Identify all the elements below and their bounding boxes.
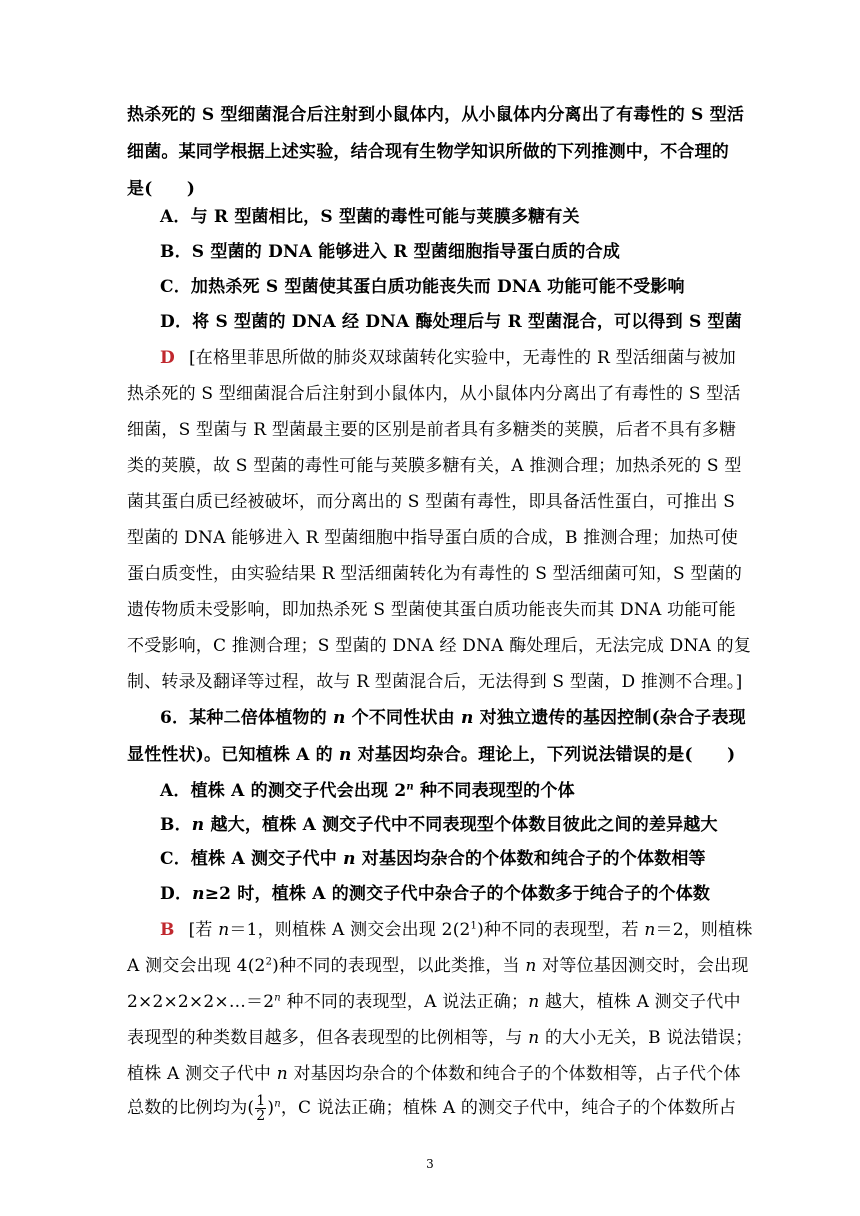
q6-stem-line: 6．某种二倍体植物的 n 个不同性状由 n 对独立遗传的基因控制(杂合子表现 [160, 708, 746, 728]
q6-option-b: B．n 越大，植株 A 测交子代中不同表现型个体数目彼此之间的差异越大 [160, 815, 718, 835]
q5-stem-line: 热杀死的 S 型细菌混合后注射到小鼠体内，从小鼠体内分离出了有毒性的 S 型活 [127, 105, 745, 125]
q5-answer: D [160, 348, 175, 368]
q6-explanation-line: 总数的比例均为( $\frac{1}{2}$ )$^n$，C 说法正确；植株 A 的测交子代中，纯合子的个体数所占 [127, 1093, 737, 1124]
q6-explanation-line: 植株 A 测交子代中 n 对基因均杂合的个体数和纯合子的个体数相等，占子代个体 [127, 1064, 741, 1084]
q6-option-d: D．n≥2 时，植株 A 的测交子代中杂合子的个体数多于纯合子的个体数 [160, 884, 711, 904]
page-number: 3 [426, 1157, 434, 1171]
q5-explanation-line: 细菌，S 型菌与 R 型菌最主要的区别是前者具有多糖类的荚膜，后者不具有多糖 [127, 420, 737, 440]
q5-option-b: B．S 型菌的 DNA 能够进入 R 型菌细胞指导蛋白质的合成 [160, 242, 621, 262]
q5-explanation-line: 类的荚膜，故 S 型菌的毒性可能与荚膜多糖有关，A 推测合理；加热杀死的 S 型 [127, 456, 742, 476]
q5-option-c: C．加热杀死 S 型菌使其蛋白质功能丧失而 DNA 功能可能不受影响 [160, 277, 685, 297]
q5-explanation-line: 菌其蛋白质已经被破坏，而分离出的 S 型菌有毒性，即具备活性蛋白，可推出 S [127, 492, 736, 512]
q6-option-c: C．植株 A 测交子代中 n 对基因均杂合的个体数和纯合子的个体数相等 [160, 849, 706, 869]
fraction: $\frac{1}{2}$ [256, 1093, 266, 1124]
q5-option-d: D．将 S 型菌的 DNA 经 DNA 酶处理后与 R 型菌混合，可以得到 S 型菌 [160, 312, 742, 332]
q5-option-a: A．与 R 型菌相比，S 型菌的毒性可能与荚膜多糖有关 [160, 207, 580, 227]
q6-explanation-line: $2\times 2\times 2\times 2\times\dots=2^n$ 种不同的表现型，A 说法正确；n 越大，植株 A 测交子代中 [127, 992, 741, 1012]
q5-explanation-line: 热杀死的 S 型细菌混合后注射到小鼠体内，从小鼠体内分离出了有毒性的 S 型活 [127, 384, 741, 404]
q5-explanation-line: 蛋白质变性，由实验结果 R 型活细菌转化为有毒性的 S 型活细菌可知，S 型菌的 [127, 564, 743, 584]
q5-explanation-line: D [在格里菲思所做的肺炎双球菌转化实验中，无毒性的 R 型活细菌与被加 [160, 348, 736, 368]
q6-explanation-line: A 测交会出现 $4(2^2)$种不同的表现型，以此类推，当 n 对等位基因测交时，会出现 [127, 956, 749, 976]
q6-explanation-line: 表现型的种类数目越多，但各表现型的比例相等，与 n 的大小无关，B 说法错误； [127, 1028, 753, 1048]
q6-explanation-line: B [若 n＝1，则植株 A 测交会出现 $2(2^1)$种不同的表现型，若 n＝2，则植株 [160, 920, 753, 940]
q5-explanation-line: 制、转录及翻译等过程，故与 R 型菌混合后，无法得到 S 型菌，D 推测不合理。] [127, 672, 743, 692]
q5-explanation-line: 遗传物质未受影响，即加热杀死 S 型菌使其蛋白质功能丧失而其 DNA 功能可能 [127, 600, 736, 620]
q5-explanation-line: 型菌的 DNA 能够进入 R 型菌细胞中指导蛋白质的合成，B 推测合理；加热可使 [127, 528, 739, 548]
q6-stem-line: 显性性状)。已知植株 A 的 n 对基因均杂合。理论上，下列说法错误的是( ) [127, 745, 736, 765]
q5-stem-line: 细菌。某同学根据上述实验，结合现有生物学知识所做的下列推测中，不合理的 [127, 142, 729, 162]
q5-stem-line: 是( ) [127, 179, 196, 199]
q5-explanation-line: 不受影响，C 推测合理；S 型菌的 DNA 经 DNA 酶处理后，无法完成 DNA 的复 [127, 636, 752, 656]
q6-answer: B [160, 920, 175, 940]
q6-option-a: A．植株 A 的测交子代会出现 2$^n$ 种不同表现型的个体 [160, 781, 575, 801]
